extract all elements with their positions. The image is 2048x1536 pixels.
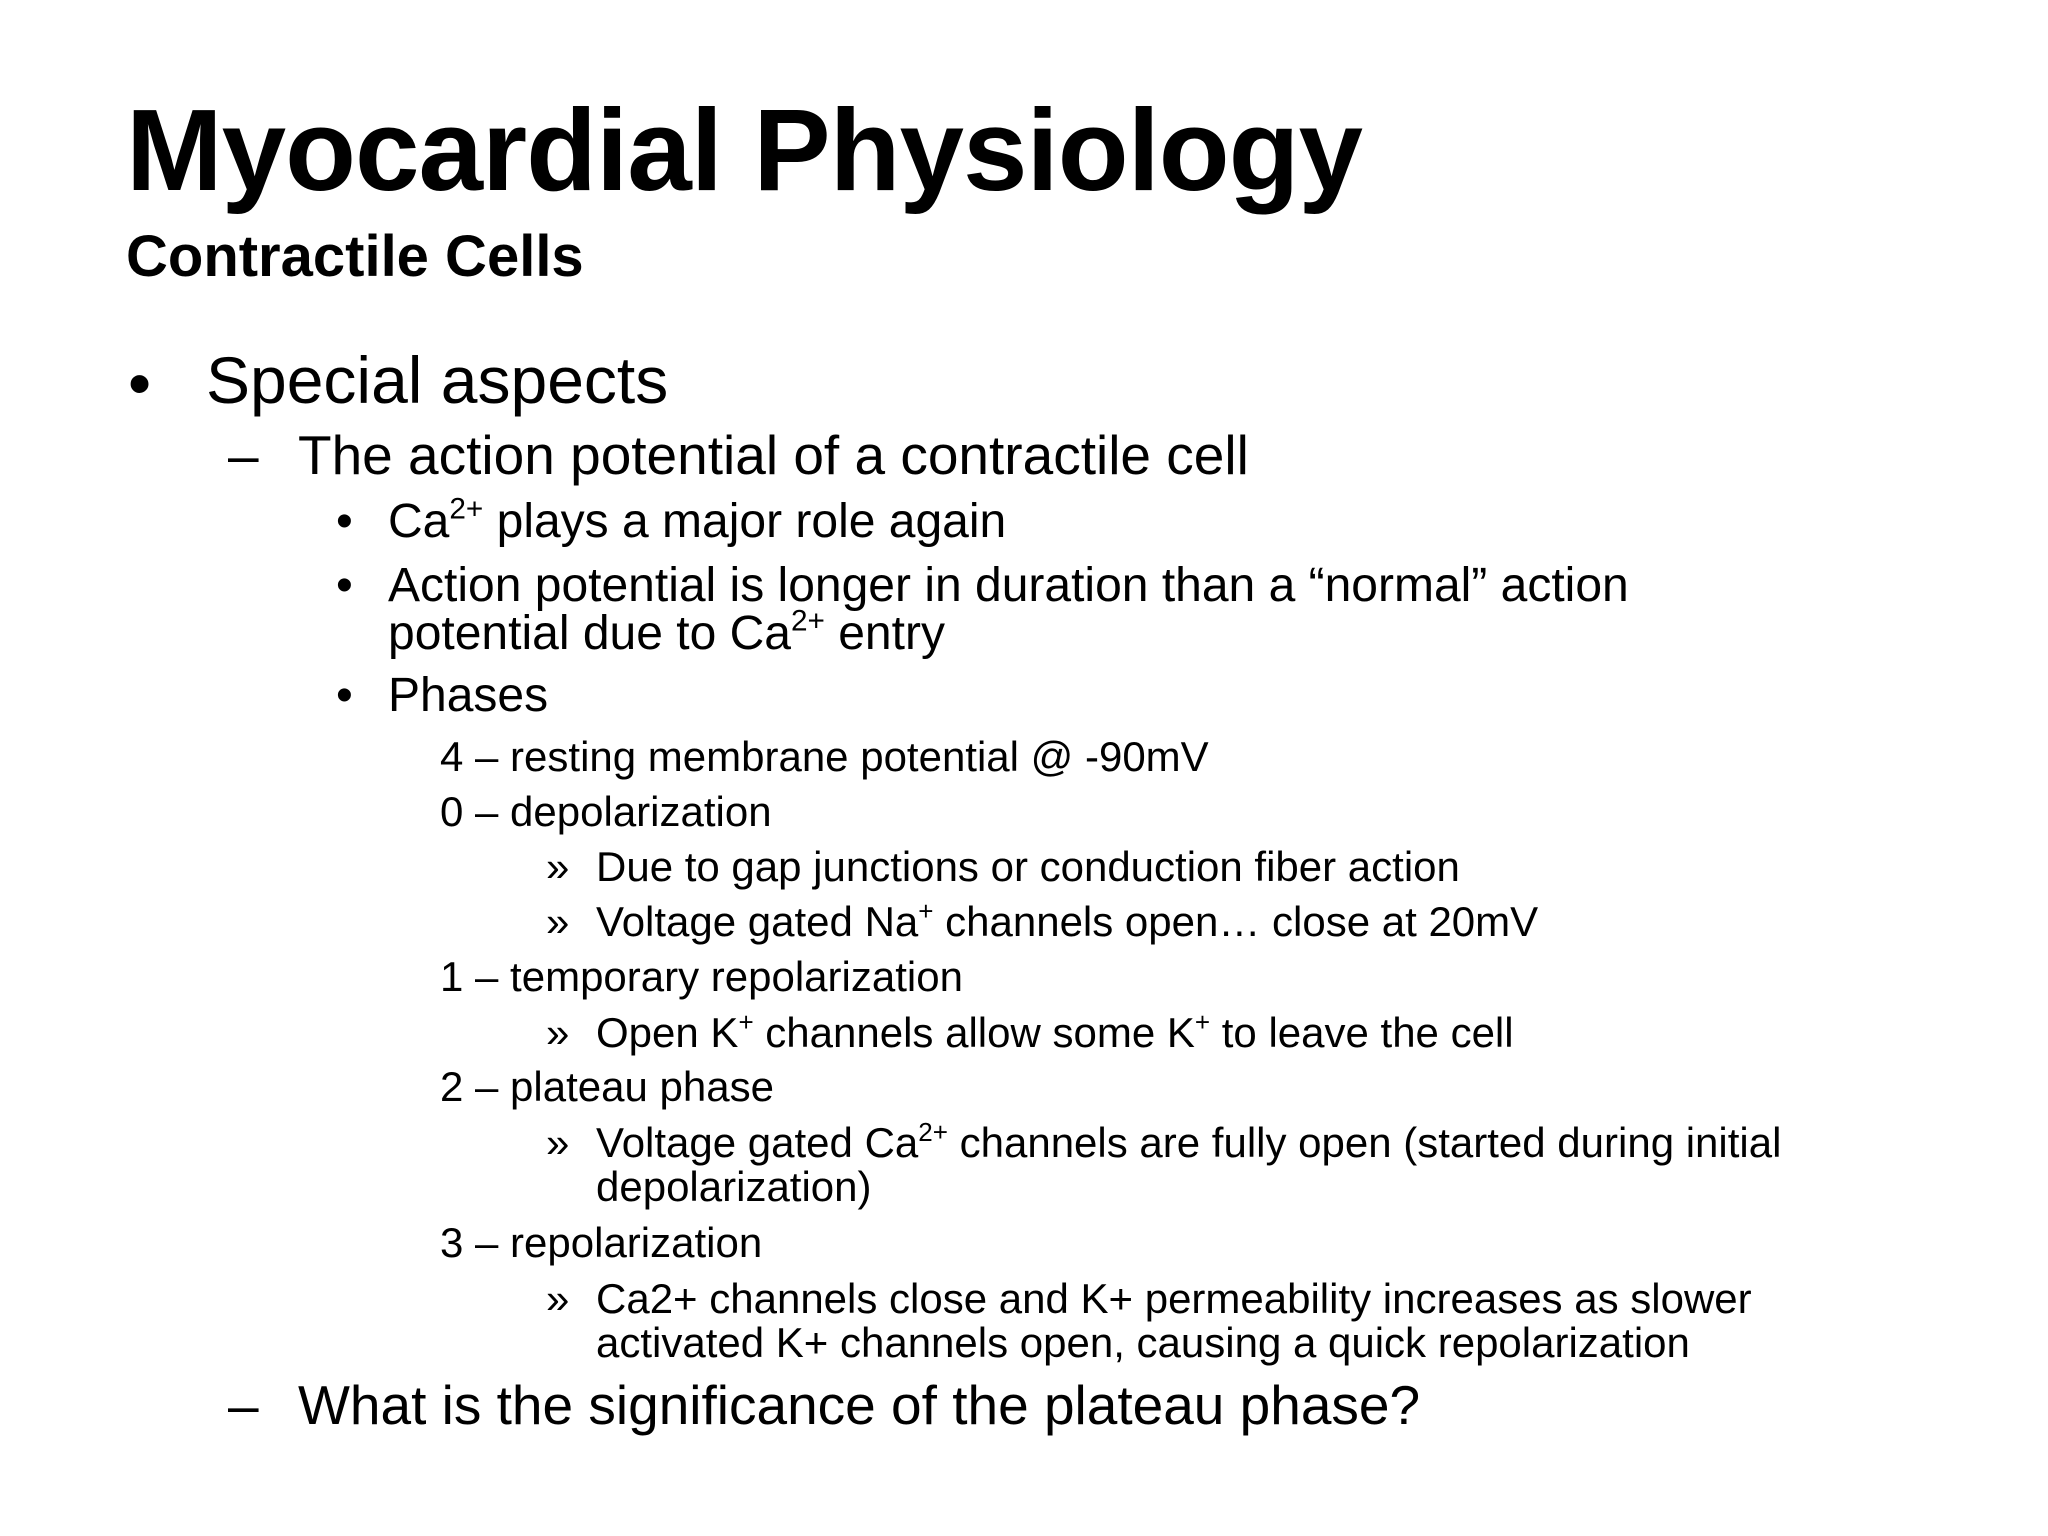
- bullet-icon: •: [336, 669, 353, 722]
- dash-icon: –: [228, 424, 259, 486]
- raquo-icon: »: [546, 1009, 570, 1056]
- phase-0-detail-gap-junctions: Due to gap junctions or conduction fiber action: [596, 843, 1460, 890]
- dash-icon: –: [228, 1374, 259, 1436]
- bullet-special-aspects: Special aspects: [206, 343, 669, 417]
- phase-3-detail-line2: activated K+ channels open, causing a quick repolarization: [596, 1319, 1690, 1366]
- bullet-icon: •: [128, 346, 152, 420]
- phase-1-detail-k-channels: Open K+ channels allow some K+ to leave the cell: [596, 1006, 1514, 1056]
- slide-title: Myocardial Physiology: [126, 85, 1363, 215]
- bullet-longer-duration-line1: Action potential is longer in duration than a “normal” action: [388, 559, 1629, 612]
- bullet-plateau-question: What is the significance of the plateau phase?: [298, 1374, 1421, 1436]
- slide-subtitle: Contractile Cells: [126, 224, 584, 289]
- raquo-icon: »: [546, 898, 570, 945]
- bullet-icon: •: [336, 559, 353, 612]
- raquo-icon: »: [546, 843, 570, 890]
- phase-2-detail-ca-channels-line1: Voltage gated $Ca^{2+}$ channels are fully open (started during initial: [596, 1116, 1782, 1166]
- phase-0-detail-na-channels: Voltage gated Na+ channels open… close at 20mV: [596, 895, 1539, 945]
- phase-4: 4 – resting membrane potential @ -90mV: [440, 733, 1209, 780]
- raquo-icon: »: [546, 1119, 570, 1166]
- phase-1: 1 – temporary repolarization: [440, 953, 963, 1000]
- phase-3-detail-line1: Ca2+ channels close and K+ permeability increases as slower: [596, 1275, 1752, 1322]
- phase-0: 0 – depolarization: [440, 788, 772, 835]
- phase-3: 3 – repolarization: [440, 1219, 763, 1266]
- raquo-icon: »: [546, 1275, 570, 1322]
- phase-2-detail-ca-channels-line2: depolarization): [596, 1163, 872, 1210]
- bullet-action-potential: The action potential of a contractile cell: [298, 424, 1249, 486]
- bullet-ca-role: $Ca^{2+}$ plays a major role again: [388, 492, 1007, 548]
- bullet-icon: •: [336, 495, 353, 548]
- bullet-phases: Phases: [388, 669, 549, 722]
- phase-2: 2 – plateau phase: [440, 1063, 774, 1110]
- bullet-longer-duration-line2: potential due to $Ca^{2+}$ entry: [388, 604, 945, 660]
